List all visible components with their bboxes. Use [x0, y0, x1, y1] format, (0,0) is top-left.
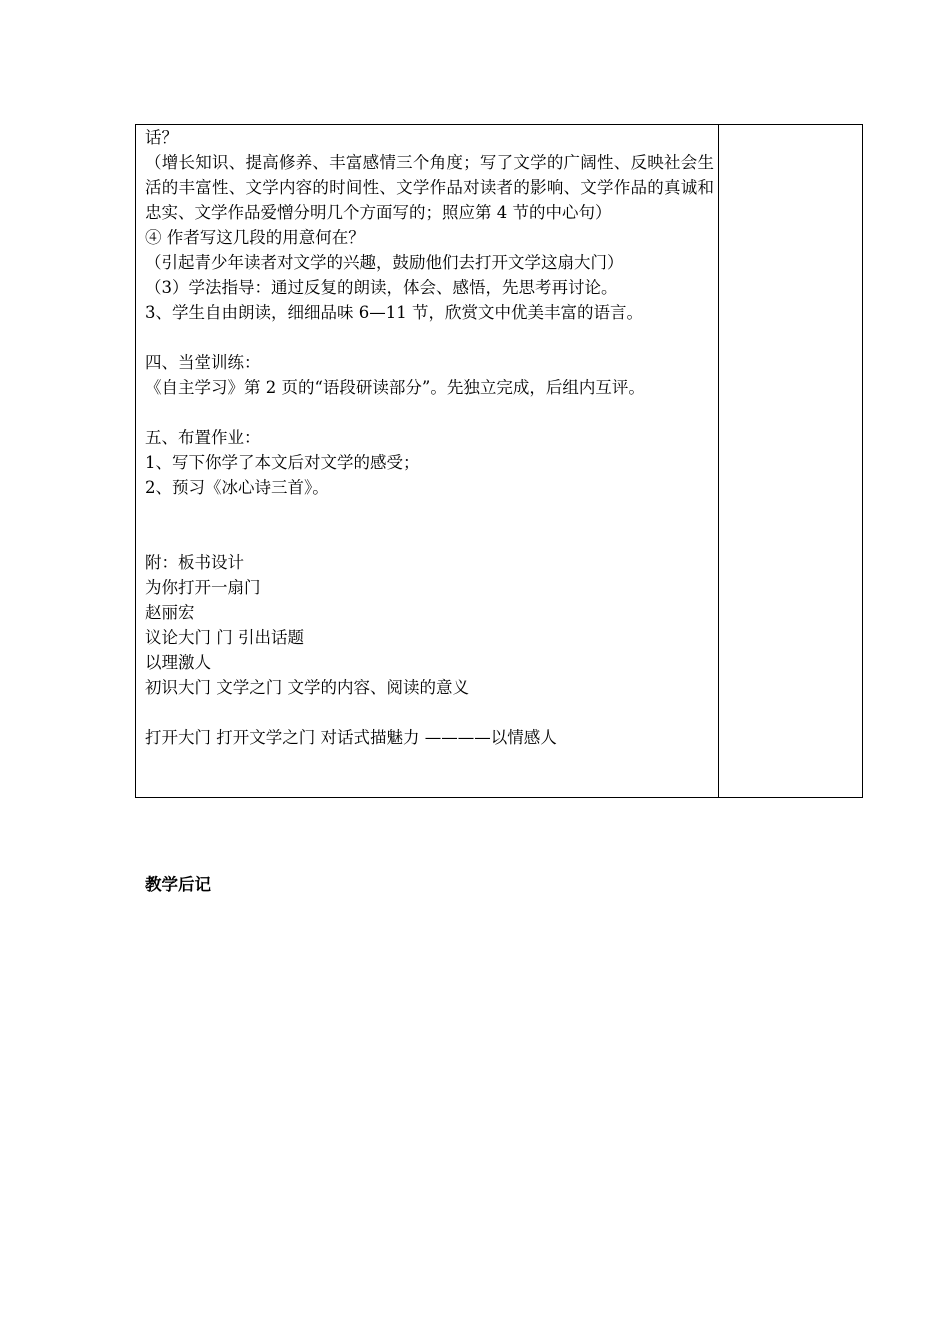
- answer-paragraph: （增长知识、提高修养、丰富感情三个角度；写了文学的广阔性、反映社会生活的丰富性、文学内容的时间性、文学作品对读者的影响、文学作品的真诚和忠实、文学作品爱憎分明几个方面写的；照应第 4 节的中心句）: [145, 153, 714, 222]
- blank-line: [145, 325, 714, 350]
- table-row: [136, 125, 863, 798]
- blank-line: [145, 525, 714, 550]
- text-line: 话？: [145, 128, 178, 147]
- practice-line: 《自主学习》第 2 页的“语段研读部分”。先独立完成，后组内互评。: [145, 378, 645, 397]
- board-design-heading: 附：板书设计: [145, 553, 244, 572]
- notes-cell: [719, 125, 863, 798]
- homework-item: 1、写下你学了本文后对文学的感受；: [145, 453, 420, 472]
- teaching-postscript-heading: 教学后记: [145, 875, 211, 894]
- question-line: ④ 作者写这几段的用意何在？: [145, 228, 365, 247]
- reading-instruction-line: 3、学生自由朗读，细细品味 6—11 节，欣赏文中优美丰富的语言。: [145, 303, 643, 322]
- board-design-line: 议论大门 门 引出话题: [145, 628, 304, 647]
- board-design-line: 打开大门 打开文学之门 对话式描魅力 ————以情感人: [145, 728, 557, 747]
- board-design-author: 赵丽宏: [145, 603, 195, 622]
- method-guide-line: （3）学法指导：通过反复的朗读，体会、感悟，先思考再讨论。: [145, 278, 618, 297]
- blank-line: [145, 400, 714, 425]
- board-design-title: 为你打开一扇门: [145, 578, 261, 597]
- answer-line: （引起青少年读者对文学的兴趣，鼓励他们去打开文学这扇大门）: [145, 253, 624, 272]
- blank-line: [145, 500, 714, 525]
- homework-item: 2、预习《冰心诗三首》。: [145, 478, 329, 497]
- section-heading-practice: 四、当堂训练：: [145, 353, 261, 372]
- lesson-plan-table: [135, 124, 863, 798]
- board-design-line: 以理激人: [145, 653, 211, 672]
- board-design-line: 初识大门 文学之门 文学的内容、阅读的意义: [145, 678, 469, 697]
- lesson-content: [136, 125, 718, 750]
- section-heading-homework: 五、布置作业：: [145, 428, 261, 447]
- lesson-content-cell: [136, 125, 719, 798]
- blank-line: [145, 700, 714, 725]
